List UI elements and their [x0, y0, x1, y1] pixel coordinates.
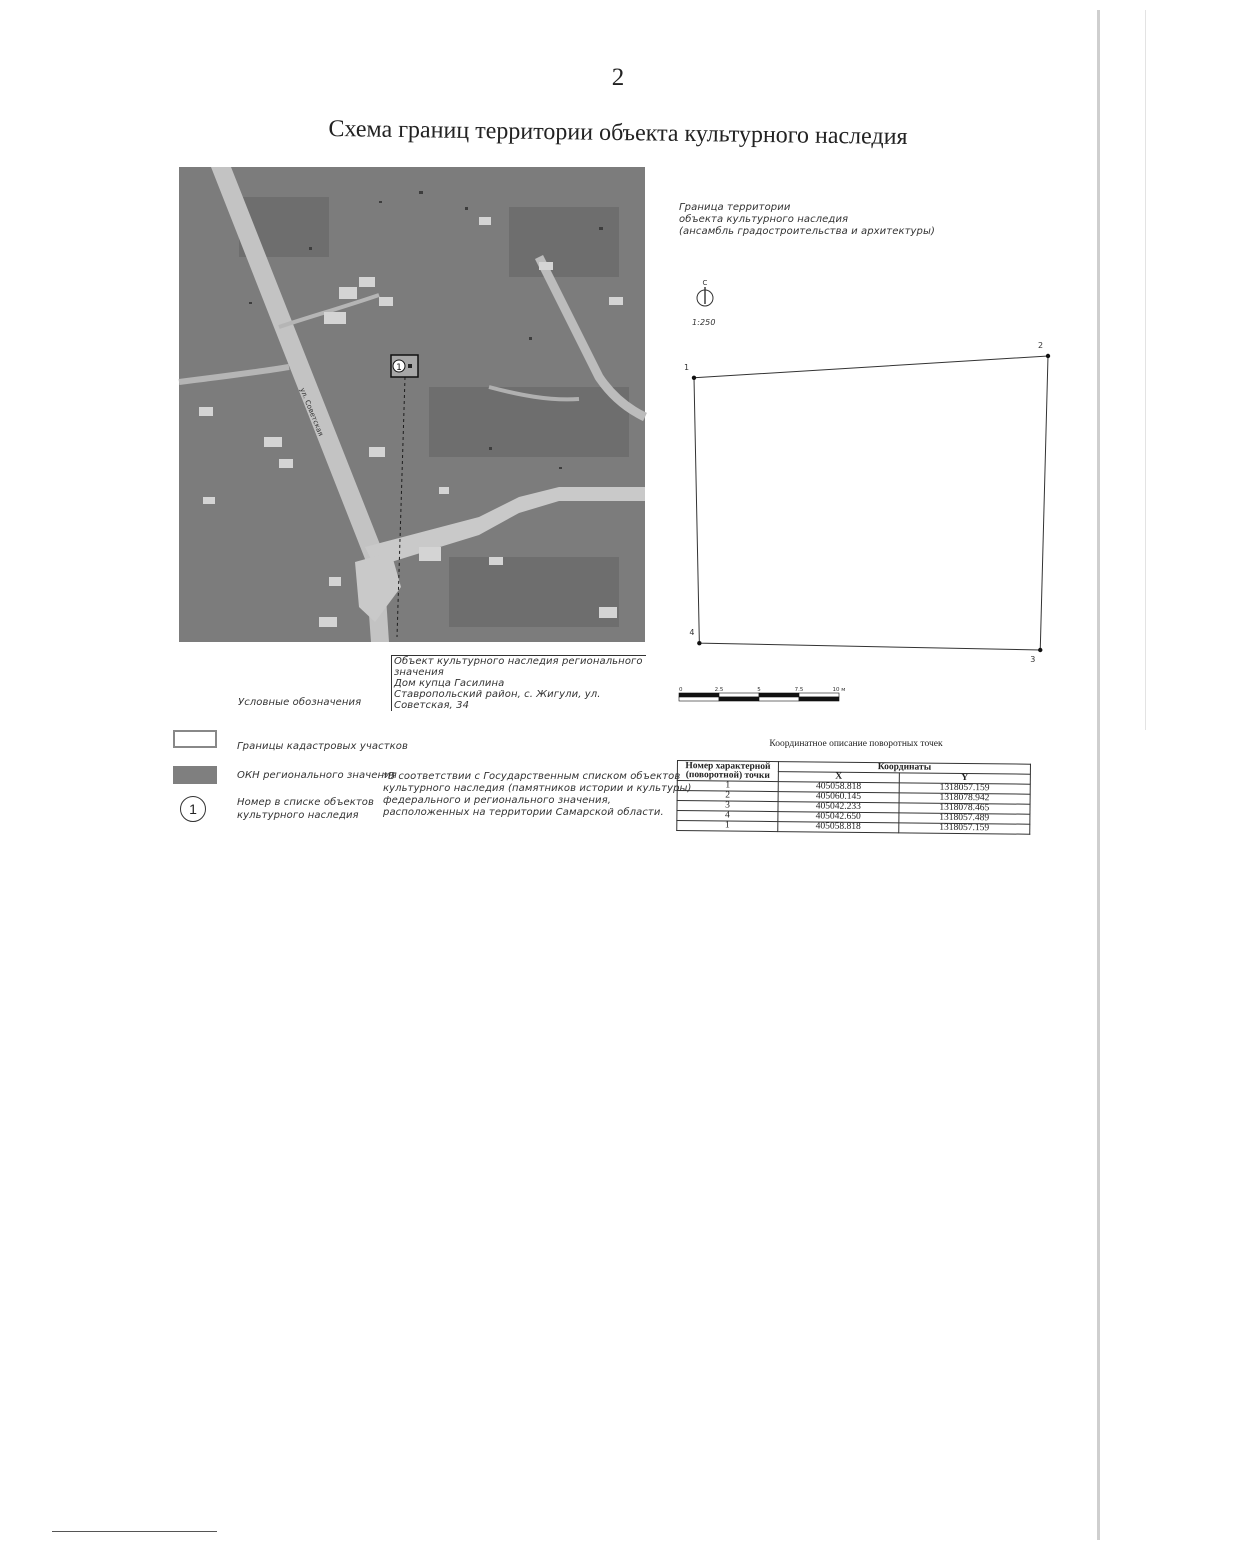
coords-table-title: Координатное описание поворотных точек	[769, 739, 943, 749]
callout-line-3: Ставропольский район, с. Жигули, ул. Советская, 34	[394, 689, 601, 711]
cell-y: 1318057.489	[899, 813, 1030, 824]
scale-bar	[677, 686, 852, 711]
parcel-vertex-3	[1038, 648, 1042, 652]
parcel-vertex-1	[692, 376, 696, 380]
legend-label-parcel-boundary: Границы кадастровых участков	[237, 741, 408, 752]
scale-segment-top	[719, 693, 759, 697]
cell-point: 3	[677, 801, 778, 812]
object-callout	[391, 655, 646, 711]
scale-tick-label: 5	[757, 687, 761, 693]
scale-segment-bottom	[719, 697, 759, 701]
coords-table	[676, 760, 1031, 835]
parcel-boundary-diagram	[676, 338, 1066, 664]
street-label: ул. Советская	[298, 386, 325, 438]
table-row	[677, 821, 1030, 835]
scale-tick-label: 0	[679, 687, 683, 693]
boundary-note-line-1: Граница территории	[679, 202, 791, 213]
cell-point: 2	[677, 791, 778, 802]
footnote-line-4: расположенных на территории Самарской области.	[383, 807, 664, 818]
cell-point: 4	[677, 811, 778, 822]
cell-x: 405058.818	[778, 782, 899, 793]
cell-x: 405042.650	[778, 812, 899, 823]
scan-edge-line-faint	[1145, 10, 1146, 730]
page-title: Схема границ территории объекта культурного наследия	[328, 115, 908, 151]
legend-number-line-1: Номер в списке объектов	[237, 797, 375, 808]
scale-tick-label: 2.5	[714, 687, 724, 693]
parcel-vertex-label: 4	[689, 628, 695, 638]
legend-swatch-parcel-boundary	[173, 730, 217, 748]
parcel-vertex-2	[1046, 354, 1050, 358]
parcel-vertex-label: 3	[1030, 655, 1036, 664]
parcel-vertex-label: 1	[684, 362, 690, 372]
cell-y: 1318057.159	[899, 783, 1030, 794]
scale-segment-bottom	[759, 697, 799, 701]
page-number: 2	[611, 64, 625, 91]
legend-title: Условные обозначения	[238, 697, 362, 708]
cell-y: 1318078.465	[899, 803, 1030, 814]
scan-edge-line	[1097, 10, 1100, 1540]
boundary-note-line-2: объекта культурного наследия	[679, 214, 849, 225]
object-number-label: 1	[396, 363, 402, 373]
legend-footnote	[383, 771, 692, 819]
boundary-note	[679, 202, 935, 238]
map-image	[179, 167, 645, 642]
north-arrow-icon	[692, 278, 718, 312]
cell-x: 405060.145	[778, 792, 899, 803]
scale-tick-label: 10 м	[832, 687, 846, 693]
legend-label-okn: ОКН регионального значения	[237, 770, 397, 781]
coords-header-y: Y	[899, 773, 1030, 784]
footnote-line-3: федерального и регионального значения,	[383, 795, 612, 806]
legend-swatch-okn	[173, 766, 217, 784]
parcel-vertex-4	[697, 641, 701, 645]
scale-segment-bottom	[799, 697, 839, 701]
coords-header-coords: Координаты	[778, 762, 1030, 775]
footnote-line-1: *В соответствии с Государственным списком объектов	[383, 771, 681, 782]
coords-header-point-line-1: Номер характерной	[685, 760, 771, 772]
aerial-map	[179, 167, 645, 642]
legend-number-line-2: культурного наследия	[237, 810, 359, 821]
parcel-plot	[676, 338, 1066, 663]
coords-header-x: X	[778, 772, 899, 783]
legend-label-number	[237, 796, 374, 822]
coords-header-point-line-2: (поворотной) точки	[685, 769, 770, 781]
footnote-line-2: культурного наследия (памятников истории и культуры)	[383, 783, 692, 794]
coords-header-point	[677, 761, 778, 782]
cell-x: 405058.818	[778, 822, 899, 833]
scale-tick-label: 7.5	[794, 687, 804, 693]
boundary-note-line-3: (ансамбль градостроительства и архитектуры)	[679, 226, 935, 237]
scale-segment-top	[759, 693, 799, 697]
scale-segment-bottom	[679, 697, 719, 701]
scale-segment-top	[799, 693, 839, 697]
north-letter: С	[702, 279, 708, 287]
callout-line-1: Объект культурного наследия регионального значения	[394, 656, 643, 678]
legend-number-circle-icon: 1	[180, 796, 206, 822]
cell-y: 1318057.159	[898, 823, 1029, 834]
cell-point: 1	[677, 781, 778, 792]
cell-x: 405042.233	[778, 802, 899, 813]
scale-segment-top	[679, 693, 719, 697]
cell-point: 1	[677, 821, 778, 832]
cell-y: 1318078.942	[899, 793, 1030, 804]
footnote-rule	[52, 1531, 217, 1532]
parcel-vertex-label: 2	[1038, 341, 1044, 350]
callout-line-2: Дом купца Гасилина	[394, 678, 505, 689]
north-arrow	[692, 278, 718, 317]
parcel-boundary-line	[694, 356, 1048, 650]
scale-bar-graphic	[677, 686, 852, 706]
map-scale-label: 1:250	[692, 318, 716, 327]
